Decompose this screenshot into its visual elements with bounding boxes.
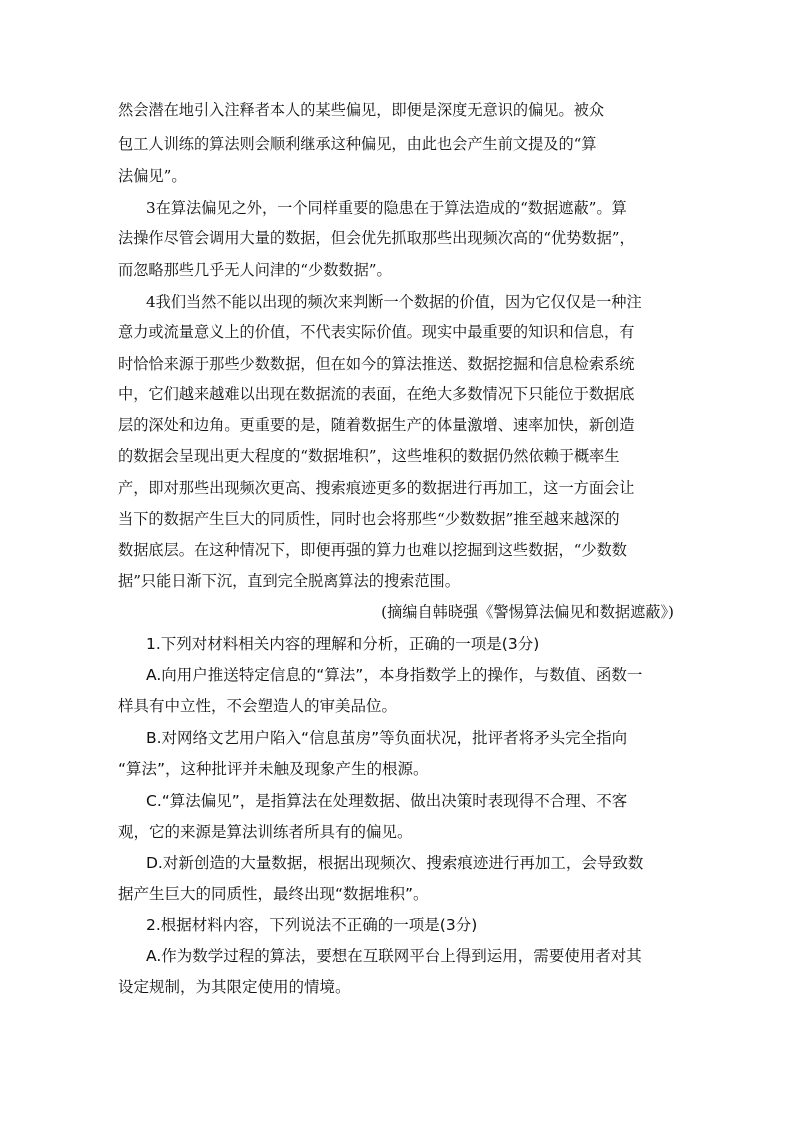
question-stem: 1.下列对材料相关内容的理解和分析，正确的一项是(3分) (146, 635, 540, 653)
question-stem: 2.根据材料内容，下列说法不正确的一项是(3分) (146, 916, 478, 934)
option-line: A.向用户推送特定信息的“算法”，本身指数学上的操作，与数值、函数一 (146, 666, 643, 684)
option-line: 设定规制，为其限定使用的情境。 (118, 978, 351, 996)
passage-line: 而忽略那些几乎无人问津的“少数数据”。 (118, 261, 392, 279)
passage-line: 4我们当然不能以出现的频次来判断一个数据的价值，因为它仅仅是一种注 (146, 293, 642, 311)
option-line: D.对新创造的大量数据，根据出现频次、搜索痕迹进行再加工，会导致数 (146, 854, 644, 872)
passage-line: 然会潜在地引入注释者本人的某些偏见，即便是深度无意识的偏见。被众 (118, 101, 604, 119)
option-line: C.“算法偏见”，是指算法在处理数据、做出决策时表现得不合理、不客 (146, 792, 628, 810)
option-line: A.作为数学过程的算法，要想在互联网平台上得到运用，需要使用者对其 (146, 947, 642, 965)
passage-line: 据”只能日渐下沉，直到完全脱离算法的搜索范围。 (118, 572, 460, 590)
passage-line: 包工人训练的算法则会顺利继承这种偏见，由此也会产生前文提及的“算 (118, 135, 597, 153)
passage-line: 产，即对那些出现频次更高、搜索痕迹更多的数据进行再加工，这一方面会让 (118, 479, 635, 497)
option-line: 样具有中立性，不会塑造人的审美品位。 (118, 697, 398, 715)
option-line: 据产生巨大的同质性，最终出现“数据堆积”。 (118, 885, 429, 903)
passage-line: 当下的数据产生巨大的同质性，同时也会将那些“少数数据”推至越来越深的 (118, 510, 620, 528)
passage-line: 法偏见”。 (118, 167, 187, 185)
option-line: “算法”，这种批评并未触及现象产生的根源。 (118, 760, 429, 778)
passage-line: 时恰恰来源于那些少数数据，但在如今的算法推送、数据挖掘和信息检索系统 (118, 355, 635, 373)
option-line: 观，它的来源是算法训练者所具有的偏见。 (118, 823, 413, 841)
passage-source: (摘编自韩晓强《警惕算法偏见和数据遮蔽》) (381, 603, 674, 621)
passage-line: 中，它们越来越难以出现在数据流的表面，在绝大多数情况下只能位于数据底 (118, 385, 635, 403)
passage-line: 层的深处和边角。更重要的是，随着数据生产的体量激增、速率加快，新创造 (118, 416, 635, 434)
passage-line: 法操作尽管会调用大量的数据，但会优先抓取那些出现频次高的“优势数据”， (118, 229, 635, 247)
passage-line: 3在算法偏见之外，一个同样重要的隐患在于算法造成的“数据遮蔽”。算 (146, 199, 627, 217)
passage-line: 意力或流量意义上的价值，不代表实际价值。现实中最重要的知识和信息，有 (118, 323, 635, 341)
option-line: B.对网络文艺用户陷入“信息茧房”等负面状况，批评者将矛头完全指向 (146, 729, 628, 747)
passage-line: 数据底层。在这种情况下，即便再强的算力也难以挖掘到这些数据，“少数数 (118, 541, 627, 559)
passage-line: 的数据会呈现出更大程度的“数据堆积”，这些堆积的数据仍然依赖于概率生 (118, 447, 620, 465)
